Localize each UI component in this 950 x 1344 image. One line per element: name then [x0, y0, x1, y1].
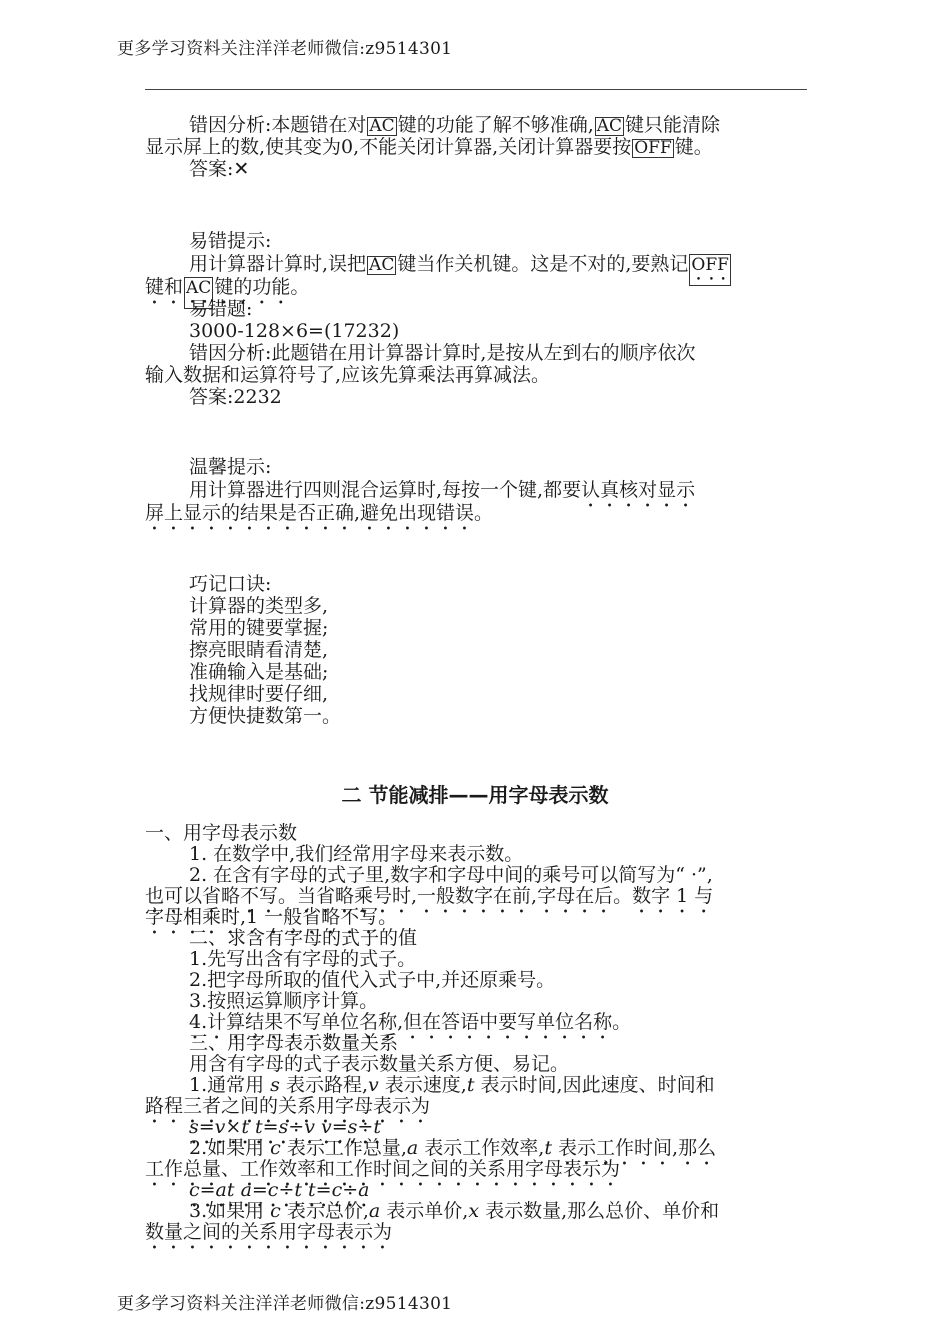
off-key-label: OFF [634, 138, 672, 158]
paragraph: 2. 在含有字母的式子里,数字和字母中间的乘号可以简写为“ ·”, [189, 864, 713, 886]
relation-1-line-2: 路程三者之间的关系用字母表示为 [145, 1095, 431, 1117]
analysis-line-3: 错因分析:此题错在用计算器计算时,是按从左到右的顺序依次 [189, 342, 696, 364]
error-problem-heading: 易错题: [189, 298, 253, 320]
relation-2-line-2: 工作总量、工作效率和工作时间之间的关系用字母表示为 [145, 1158, 621, 1180]
ac-key-label: AC [596, 116, 623, 136]
warm-tip-line-2: 屏上显示的结果是否正确,避免出现错误。 [145, 502, 494, 524]
step: 4.计算结果不写单位名称,但在答语中要写单位名称。 [189, 1011, 632, 1033]
paragraph: 也可以省略不写。当省略乘号时,一般数字在前,字母在后。数字 1 与 [145, 885, 714, 907]
relation-1: 1.通常用 s 表示路程,v 表示速度,t 表示时间,因此速度、时间和 [189, 1074, 715, 1096]
rhyme-line: 准确输入是基础; [189, 661, 329, 683]
ac-key-label: AC [184, 277, 213, 309]
ac-key-label: AC [369, 255, 395, 275]
paragraph: 1. 在数学中,我们经常用字母来表示数。 [189, 843, 524, 865]
analysis-line-2: 显示屏上的数,使其变为0,不能关闭计算器,关闭计算器要按 OFF 键。 [145, 136, 713, 158]
section-title: 二 节能减排——用字母表示数 [341, 783, 609, 807]
step: 2.把字母所取的值代入式子中,并还原乘号。 [189, 969, 556, 991]
tip-heading: 易错提示: [189, 230, 272, 252]
rhyme-line: 常用的键要掌握; [189, 617, 329, 639]
step: 3.按照运算顺序计算。 [189, 990, 379, 1012]
rhyme-line: 方便快捷数第一。 [189, 705, 342, 727]
error-problem: 3000-128×6=(17232) [189, 320, 400, 342]
paragraph: 字母相乘时,1 一般省略不写。 [145, 906, 398, 928]
step: 1.先写出含有字母的式子。 [189, 948, 417, 970]
formula-1: s=v×t t=s÷v v=s÷t [189, 1116, 381, 1138]
subsection-heading-1: 一、用字母表示数 [145, 822, 298, 844]
subsection-heading-2: 二、求含有字母的式子的值 [189, 927, 418, 949]
rhyme-line: 找规律时要仔细, [189, 683, 329, 705]
rhyme-heading: 巧记口诀: [189, 573, 272, 595]
warm-tip-line-1: 用计算器进行四则混合运算时,每按一个键,都要认真核对显示 [189, 479, 696, 501]
ac-key-label: AC [369, 116, 395, 136]
paragraph: 用含有字母的式子表示数量关系方便、易记。 [189, 1053, 570, 1075]
rhyme-line: 计算器的类型多, [189, 595, 329, 617]
formula-2: c=at a=c÷t t=c÷a [189, 1179, 370, 1201]
off-key-label: OFF [689, 254, 731, 286]
tip-line-1: 用计算器计算时,误把 AC 键当作关机键。这是不对的,要熟记 OFF [189, 253, 732, 286]
analysis-line-1: 错因分析:本题错在对 AC 键的功能了解不够准确, AC 键只能清除 [189, 114, 721, 136]
relation-3: 3.如果用 c 表示总价,a 表示单价,x 表示数量,那么总价、单价和 [189, 1200, 720, 1222]
analysis-line-4: 输入数据和运算符号了,应该先算乘法再算减法。 [145, 364, 551, 386]
header-rule [145, 89, 807, 90]
relation-2: 2.如果用 c 表示工作总量,a 表示工作效率,t 表示工作时间,那么 [189, 1137, 717, 1159]
answer-2: 答案:2232 [189, 386, 282, 408]
warm-tip-heading: 温馨提示: [189, 456, 272, 478]
page-footer: 更多学习资料关注洋洋老师微信:z9514301 [117, 1294, 453, 1314]
page-header: 更多学习资料关注洋洋老师微信:z9514301 [117, 39, 453, 59]
answer-1: 答案:✕ [189, 158, 250, 180]
relation-3-line-2: 数量之间的关系用字母表示为 [145, 1221, 393, 1243]
tip-line-2: 键和 AC 键的功能。 [145, 276, 309, 309]
subsection-heading-3: 三、用字母表示数量关系 [189, 1032, 399, 1054]
rhyme-line: 擦亮眼睛看清楚, [189, 639, 329, 661]
